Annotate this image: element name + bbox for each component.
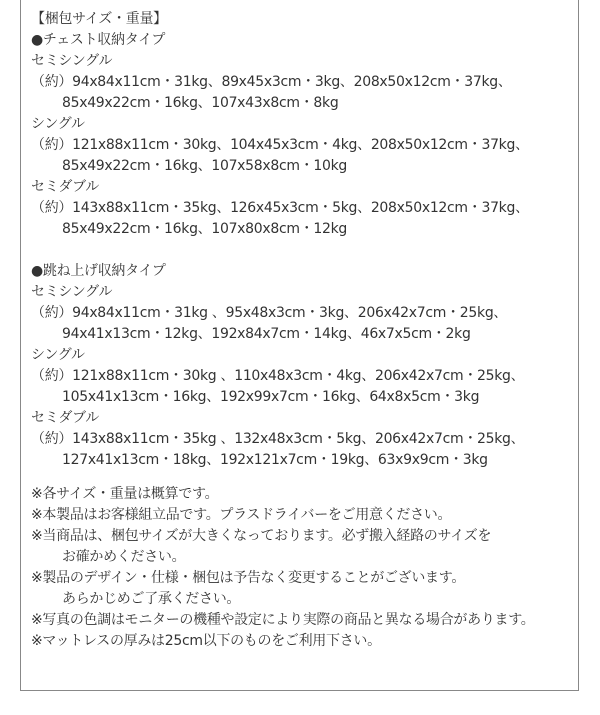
chest-single-line1: （約）121x88x11cm・30kg、104x45x3cm・4kg、208x50x12cm・37kg、 bbox=[31, 137, 529, 153]
chest-semi-single-line2: 85x49x22cm・16kg、107x43x8cm・8kg bbox=[62, 95, 339, 111]
chest-semi-single-name: セミシングル bbox=[31, 53, 113, 69]
lift-single-line2: 105x41x13cm・16kg、192x99x7cm・16kg、64x8x5cm・3kg bbox=[62, 389, 480, 405]
chest-semi-single-line1: （約）94x84x11cm・31kg、89x45x3cm・3kg、208x50x12cm・37kg、 bbox=[31, 74, 512, 90]
chest-semi-double-name: セミダブル bbox=[31, 179, 99, 195]
chest-type-title: ●チェスト収納タイプ bbox=[31, 32, 166, 48]
lift-type-title: ●跳ね上げ収納タイプ bbox=[31, 263, 166, 279]
note-delivery-line1: ※当商品は、梱包サイズが大きくなっております。必ず搬入経路のサイズを bbox=[31, 528, 492, 544]
chest-single-name: シングル bbox=[31, 116, 85, 132]
note-design-line2: あらかじめご了承ください。 bbox=[62, 591, 241, 607]
lift-semi-double-line2: 127x41x13cm・18kg、192x121x7cm・19kg、63x9x9cm・3kg bbox=[62, 452, 488, 468]
note-mattress: ※マットレスの厚みは25cm以下のものをご利用下さい。 bbox=[31, 633, 381, 649]
section-gap bbox=[31, 240, 576, 261]
lift-single-name: シングル bbox=[31, 347, 85, 363]
chest-semi-double-line2: 85x49x22cm・16kg、107x80x8cm・12kg bbox=[62, 221, 348, 237]
lift-semi-single-line1: （約）94x84x11cm・31kg 、95x48x3cm・3kg、206x42x7cm・25kg、 bbox=[31, 305, 508, 321]
note-approx: ※各サイズ・重量は概算です。 bbox=[31, 486, 219, 502]
notes-block bbox=[31, 484, 576, 652]
note-color: ※写真の色調はモニターの機種や設定により実際の商品と異なる場合があります。 bbox=[31, 612, 535, 628]
lift-semi-single-name: セミシングル bbox=[31, 284, 113, 300]
spec-content bbox=[31, 9, 576, 652]
lift-semi-double-name: セミダブル bbox=[31, 410, 99, 426]
lift-semi-double-line1: （約）143x88x11cm・35kg 、132x48x3cm・5kg、206x42x7cm・25kg、 bbox=[31, 431, 525, 447]
note-delivery-line2: お確かめください。 bbox=[62, 549, 186, 565]
chest-semi-double-line1: （約）143x88x11cm・35kg、126x45x3cm・5kg、208x50x12cm・37kg、 bbox=[31, 200, 529, 216]
chest-single-line2: 85x49x22cm・16kg、107x58x8cm・10kg bbox=[62, 158, 348, 174]
lift-semi-single-line2: 94x41x13cm・12kg、192x84x7cm・14kg、46x7x5cm・2kg bbox=[62, 326, 471, 342]
note-design-line1: ※製品のデザイン・仕様・梱包は予告なく変更することがございます。 bbox=[31, 570, 466, 586]
lift-single-line1: （約）121x88x11cm・30kg 、110x48x3cm・4kg、206x42x7cm・25kg、 bbox=[31, 368, 525, 384]
note-assembly: ※本製品はお客様組立品です。プラスドライバーをご用意ください。 bbox=[31, 507, 452, 523]
spec-heading: 【梱包サイズ・重量】 bbox=[31, 11, 167, 27]
